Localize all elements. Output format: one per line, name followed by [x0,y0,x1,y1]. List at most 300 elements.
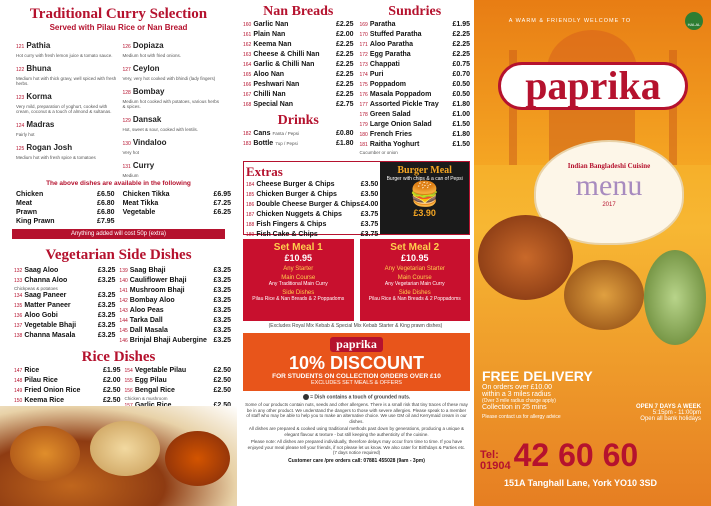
veg-title: Vegetarian Side Dishes [45,247,192,263]
veg-list [0,264,237,346]
set-meal-1-main: Main Course [281,275,316,281]
menu-item [125,376,167,386]
item-number: 140 [119,278,128,284]
menu-item [243,90,286,100]
menu-item-row [14,386,121,396]
set-meal-note: (Excludes Royal Mix Kebab & Special Mix Kebab Starter & King prawn dishes) [268,323,443,329]
curry-list [0,32,237,178]
menu-item [243,20,288,30]
item-number: 138 [14,333,23,339]
item-desc: Very hot [122,150,140,155]
item-name: Chicken Burger & Chips [256,191,337,198]
dish-image-center [564,260,644,330]
set-meal-2-sides: Side Dishes [398,290,431,296]
item-name: French Fries [369,131,412,138]
menu-item [119,316,162,326]
item-number: 173 [359,62,368,68]
item-name: Vindaloo [132,138,167,147]
price-value: £6.80 [97,200,115,207]
item-name: Assorted Pickle Tray [369,101,439,108]
menu-item-row [246,200,378,210]
item-name: Bhuna [26,64,52,73]
sundries-title: Sundries [388,4,442,19]
menu-item [246,200,360,210]
curry-prices [0,187,237,226]
set-meal-2-price: £10.95 [400,253,429,263]
burger-meal-price: £3.90 [413,208,436,218]
menu-item-row [360,110,471,120]
item-name: Cheese & Chilli Nan [253,51,320,58]
halal-badge: HALAL [685,12,703,30]
item-name: Puri [369,71,384,78]
menu-label: menu [575,169,643,202]
item-name: Poppadom [369,81,407,88]
menu-item [360,80,407,90]
item-name: Bombay [132,87,165,96]
item-name: Vegetable Bhaji [24,322,77,329]
menu-item-row [125,366,232,376]
menu-item-row [14,396,121,406]
menu-item-row [360,90,471,100]
availability-note: The above dishes are available in the following [46,180,191,187]
menu-item-row [243,70,354,80]
menu-item-row [14,266,115,276]
curry-bowl-image [478,215,573,300]
menu-item [360,120,432,130]
item-number: 130 [122,141,131,147]
item-number: 131 [122,164,131,170]
item-number: 163 [243,52,252,58]
item-name: Tarka Dall [129,317,163,324]
item-number: 133 [14,278,23,284]
curry-item [123,81,224,109]
menu-item-row [246,190,378,200]
item-price: £2.25 [335,71,354,78]
item-name: Matter Paneer [24,302,71,309]
item-name: Aloo Nan [253,71,285,78]
menu-item-row [243,60,354,70]
item-price: £3.50 [360,181,379,188]
menu-item-row [246,220,378,230]
veg-list-left [14,266,115,346]
drink-row [243,139,354,149]
item-name: Madras [26,120,55,129]
item-name: Ceylon [132,64,160,73]
menu-item [243,100,293,110]
phone-number[interactable] [480,438,638,472]
burger-meal-desc: Burger with chips & a can of Pepsi [386,176,463,182]
item-number: 154 [124,368,133,374]
price-label: King Prawn [16,218,55,225]
menu-item [14,386,80,396]
menu-item-row [360,100,471,110]
item-number: 172 [359,52,368,58]
item-number: 175 [359,82,368,88]
item-price: £2.00 [335,31,354,38]
item-number: 162 [243,42,252,48]
drink-item [243,129,299,139]
item-number: 183 [243,141,252,147]
menu-item-row [14,366,121,376]
item-name: Aloo Gobi [24,312,58,319]
menu-item [360,110,411,120]
item-number: 167 [243,92,252,98]
curry-item-head [123,109,224,127]
item-price: £3.75 [360,221,379,228]
item-price: £2.25 [335,91,354,98]
curry-item-head [123,155,224,173]
set-meal-1-price: £10.95 [284,253,313,263]
item-name: Pathia [26,41,51,50]
menu-item [14,266,58,276]
item-price: £1.95 [102,367,121,374]
menu-item-row [243,40,354,50]
menu-item [125,386,175,396]
menu-item [360,50,411,60]
menu-item [14,321,76,331]
item-name: Bottle [253,140,274,147]
item-price: £0.70 [452,71,470,78]
curry-subtitle: Served with Pilau Rice or Nan Bread [49,23,188,32]
item-note: Chicken & mushroom [124,396,168,401]
item-desc: Very mild, preparation of yoghurt, cooked with cream, coconut & a touch of almond & sultanas. [16,104,112,114]
item-price: £2.25 [335,51,354,58]
food-photo-left [0,406,237,506]
menu-item-row [119,316,231,326]
curry-item-head [123,132,224,150]
item-number: 146 [119,338,128,344]
curry-title: Traditional Curry Selection [29,6,208,22]
item-number: 124 [16,123,25,129]
item-number: 164 [243,62,252,68]
item-price: £1.00 [452,111,470,118]
menu-item [246,210,342,220]
item-desc: Medium hot with fresh spice & tomatoes [16,155,96,160]
set-meal-1-main-desc: Any Traditional Main Curry [268,281,328,287]
item-price: £2.00 [102,377,121,384]
item-name: Cans [253,130,271,137]
menu-item [246,180,335,190]
customer-care: Customer care /pre orders call: 07881 455028 (9am - 3pm) [288,457,425,464]
sundries-list [360,20,471,150]
item-number: 187 [246,212,255,218]
item-name: Saag Aloo [24,267,59,274]
opening-hours [636,404,701,422]
set-meal-2-main-desc: Any Vegetarian Main Curry [384,281,445,287]
item-number: 170 [359,32,368,38]
menu-item-row [360,120,471,130]
item-number: 176 [359,92,368,98]
menu-item [119,296,174,306]
delivery-line-3: (Over 3 mile radius charge apply) [482,398,556,404]
welcome-text: A WARM & FRIENDLY WELCOME TO [508,18,632,24]
menu-item-row [119,266,231,276]
item-number: 181 [359,142,368,148]
item-number: 171 [359,42,368,48]
burger-icon: 🍔 [409,181,440,208]
delivery-line-4: Collection in 25 mins [482,404,547,411]
price-label: Vegetable [122,209,156,216]
menu-item-row [14,291,115,301]
item-number: 148 [14,378,23,384]
sundries-note: Cucumber or onion [359,150,398,155]
menu-item [243,80,299,90]
menu-cover-panel [474,0,711,506]
item-name: Brinjal Bhaji Aubergine [129,337,207,344]
open-hours: 5:15pm - 11:00pm [652,410,701,416]
item-number: 135 [14,303,23,309]
item-name: Curry [132,161,155,170]
menu-item-row [14,311,115,321]
item-desc: Medium hot with fried onions. [122,53,182,58]
menu-item-row [243,50,354,60]
item-name: Rice [24,367,40,374]
menu-item [246,220,326,230]
item-desc: Fanta / Pepsi [272,131,299,136]
item-price: £0.50 [452,81,470,88]
menu-item [125,366,187,376]
menu-item [243,70,284,80]
menu-item-row [14,331,115,341]
menu-item-row [246,210,378,220]
item-price: £2.25 [335,41,354,48]
item-number: 179 [359,122,368,128]
curry-list-left [16,35,117,178]
item-number: 168 [243,102,252,108]
burger-meal-title: Burger Meal [397,165,452,176]
item-number: 189 [246,232,255,238]
item-price: £3.75 [360,231,379,238]
item-desc: Medium [122,173,139,178]
item-number: 132 [14,268,23,274]
item-number: 123 [16,95,25,101]
menu-item [243,50,319,60]
drinks-title: Drinks [277,113,319,128]
drink-row [243,129,354,139]
item-number: 141 [119,288,128,294]
menu-item [14,366,39,376]
allergy-advice: Please contact us for allergy advice [482,414,561,420]
item-number: 137 [14,323,23,329]
item-number: 180 [359,132,368,138]
item-price: £0.80 [335,130,354,137]
curry-item [123,155,224,178]
set-meal-1-starter: Any Starter [283,266,314,272]
item-name: Chicken Nuggets & Chips [256,211,342,218]
item-number: 166 [243,82,252,88]
item-number: 177 [359,102,368,108]
menu-item-row [360,40,471,50]
menu-item-row [14,301,115,311]
item-number: 178 [359,112,368,118]
salad-image [644,250,706,345]
address: 151A Tanghall Lane, York YO10 3SD [504,478,658,488]
extra-cost-bar: Anything added will cost 50p (extra) [12,229,225,239]
item-name: Fish Cake & Chips [256,231,318,238]
menu-item [360,20,396,30]
item-number: 128 [122,90,131,96]
bank-holidays: Open all bank holidays [640,416,701,422]
item-name: Cheese Burger & Chips [256,181,335,188]
item-name: Aloo Peas [129,307,164,314]
item-name: Saag Paneer [24,292,67,299]
price-row [123,208,231,217]
item-desc: Medium hot cooked with potatoes, various herbs & spices. [122,99,220,109]
menu-item-row [14,276,115,286]
item-number: 134 [14,293,23,299]
item-name: Raitha Yoghurt [369,141,420,148]
curry-item [16,35,117,58]
item-price: £2.50 [102,397,121,404]
item-price: £0.50 [452,91,470,98]
item-price: £1.80 [452,101,470,108]
menu-item-row [119,296,231,306]
item-price: £2.50 [213,387,231,394]
menu-item-row [360,130,471,140]
set-meal-1-sides: Side Dishes [282,290,315,296]
item-desc: Fairly hot [16,132,35,137]
menu-item [360,140,420,150]
curry-prices-right [123,190,231,226]
menu-item [360,40,414,50]
price-value: £7.25 [213,200,231,207]
item-name: Rogan Josh [26,143,73,152]
menu-item-row [360,20,471,30]
phone-label: Tel: [480,449,499,461]
menu-item-row [243,20,354,30]
set-meal-2-main: Main Course [397,275,432,281]
allergy-info [237,391,474,464]
item-note: Chickpeas & potatoes [14,286,58,291]
price-row [123,190,231,199]
item-name: Dall Masala [129,327,168,334]
curry-item-head [16,35,117,53]
nan-list [243,20,354,110]
menu-item [14,396,64,406]
item-name: Dopiaza [132,41,164,50]
item-name: Stuffed Paratha [369,31,422,38]
price-row [16,199,115,208]
menu-item [360,30,422,40]
nut-key-text: = Dish contains a touch of grounded nuts. [310,394,411,401]
price-label: Meat Tikka [122,200,159,207]
discount-headline: 10% DISCOUNT [288,353,425,373]
delivery-title: FREE DELIVERY [482,368,593,384]
item-price: £3.25 [97,312,116,319]
item-name: Peshwari Nan [253,81,300,88]
item-price: £3.25 [97,322,116,329]
menu-item [243,60,314,70]
item-name: Plain Nan [253,31,286,38]
item-number: 186 [246,202,255,208]
item-name: Large Onion Salad [369,121,432,128]
item-name: Aloo Paratha [369,41,414,48]
menu-item-row [14,321,115,331]
item-name: Vegetable Pilau [134,367,187,374]
item-name: Bengal Rice [134,387,175,394]
item-number: 127 [122,67,131,73]
menu-item [360,90,432,100]
price-value: £6.50 [97,191,115,198]
menu-item-row [246,180,378,190]
item-desc: Hot, sweet & sour, cooked with lentils. [122,127,199,132]
menu-item-row [360,70,471,80]
burger-meal-card [380,162,469,234]
set-meal-1 [243,239,354,321]
item-price: £3.25 [97,267,116,274]
item-name: Cauliflower Bhaji [129,277,187,284]
item-name: Bombay Aloo [129,297,175,304]
item-price: £3.25 [213,297,231,304]
item-number: 156 [124,388,133,394]
price-row [16,208,115,217]
item-number: 155 [124,378,133,384]
item-number: 188 [246,222,255,228]
item-number: 174 [359,72,368,78]
item-name: Paratha [369,21,396,28]
item-number: 160 [243,22,252,28]
veg-list-right [119,266,231,346]
phone-area-code: 01904 [480,460,511,472]
curry-item [16,86,117,114]
item-price: £3.25 [213,317,231,324]
item-name: Chilli Nan [253,91,286,98]
menu-item [360,130,412,140]
phone-main: 42 60 60 [513,437,639,473]
item-name: Mushroom Bhaji [129,287,185,294]
item-name: Double Cheese Burger & Chips [256,201,361,208]
curry-item [123,109,224,132]
menu-item-row [360,80,471,90]
discount-brand: paprika [330,337,383,352]
curry-item-head [16,86,117,104]
menu-panel-middle [237,0,474,506]
menu-item-row [243,90,354,100]
item-number: 182 [243,131,252,137]
menu-item [119,276,186,286]
item-price: £3.25 [213,267,231,274]
price-row [16,190,115,199]
item-name: Egg Pilau [134,377,167,384]
curry-item-head [123,81,224,99]
price-value: £6.95 [213,191,231,198]
item-number: 144 [119,318,128,324]
menu-item [119,286,184,296]
cuisine-label: Indian Bangladeshi Cuisine [567,162,651,170]
item-price: £3.25 [213,307,231,314]
curry-item [16,58,117,86]
item-price: £2.25 [452,31,470,38]
item-price: £2.25 [335,61,354,68]
rice-dish-image [90,421,160,476]
price-row [16,217,115,226]
nan-title: Nan Breads [263,4,334,19]
delivery-line-1: On orders over £10.00 [482,384,553,391]
set-meal-2-starter: Any Vegetarian Starter [384,266,445,272]
item-price: £3.75 [360,211,379,218]
price-value: £7.95 [97,218,115,225]
price-label: Meat [16,200,32,207]
item-price: £2.25 [335,21,354,28]
curry-dish-image [10,426,80,481]
item-price: £1.80 [452,131,470,138]
menu-item-row [360,50,471,60]
allergy-p2: All dishes are prepared & cooked using traditional methods past down by generations, producing a unique & elegant flavour & texture - but still keeping the authenticity of the cuisine. [248,426,465,437]
item-price: £1.50 [452,121,470,128]
delivery-line-2: within a 3 miles radius [482,391,551,398]
item-name: Garlic & Chilli Nan [253,61,315,68]
menu-item-row [125,376,232,386]
